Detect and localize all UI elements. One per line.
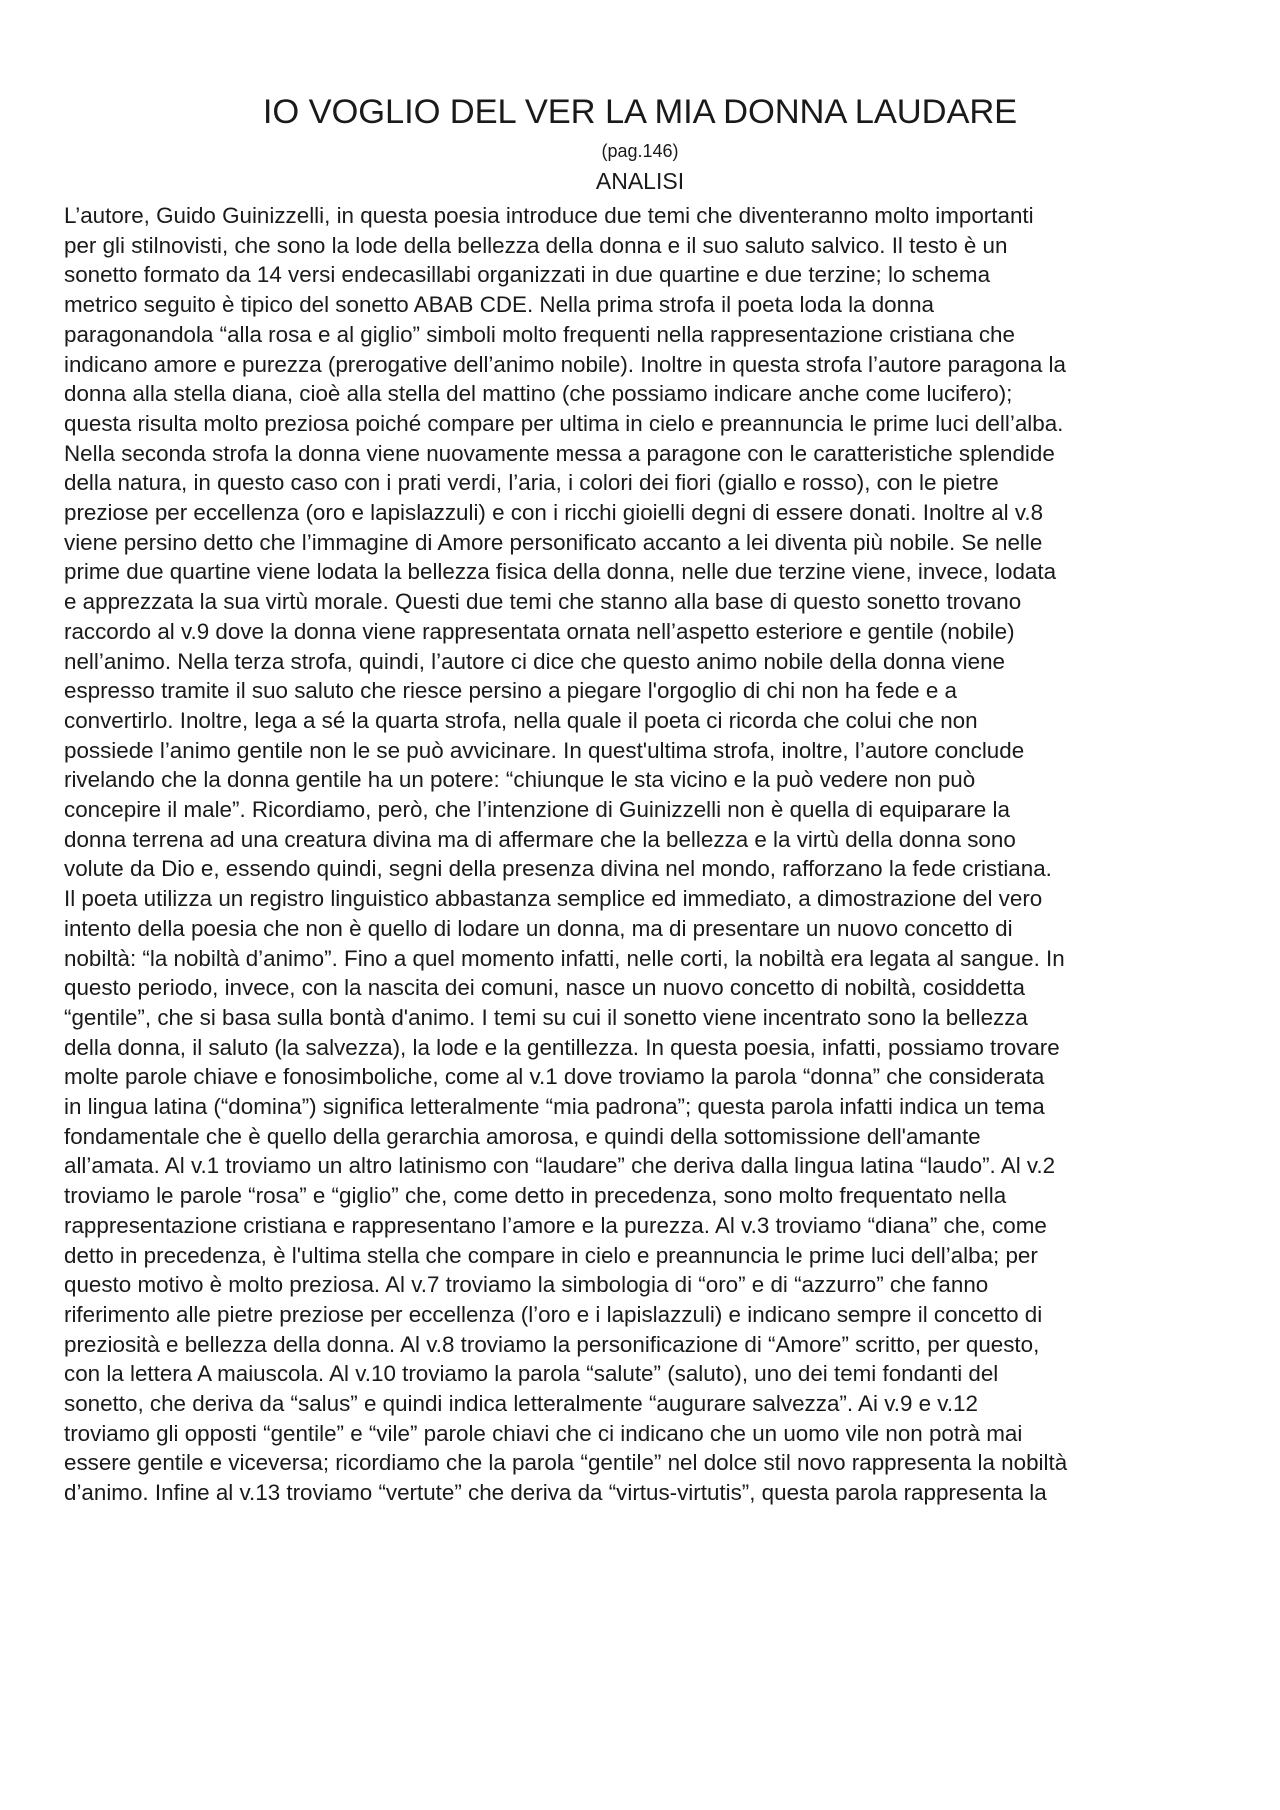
text-line: espresso tramite il suo saluto che riesce persino a piegare l'orgoglio di chi non ha fede e a bbox=[64, 678, 957, 704]
text-line: preziose per eccellenza (oro e lapislazzuli) e con i ricchi gioielli degni di essere donati. Inoltre al v.8 bbox=[64, 500, 1044, 525]
text-line: della natura, in questo caso con i prati verdi, l’aria, i colori dei fiori (giallo e rosso), con le pietre bbox=[64, 470, 999, 496]
text-line: nobiltà: “la nobiltà d’animo”. Fino a quel momento infatti, nelle corti, la nobiltà era legata al sangue. In bbox=[64, 945, 1065, 971]
text-line: all’amata. Al v.1 troviamo un altro latinismo con “laudare” che deriva dalla lingua latina “laudo”. Al v.2 bbox=[64, 1153, 1056, 1179]
text-line: e apprezzata la sua virtù morale. Questi due temi che stanno alla base di questo sonetto trovano bbox=[64, 589, 1022, 615]
text-line: possiede l’animo gentile non le se può avvicinare. In quest'ultima strofa, inoltre, l’autore conclude bbox=[64, 737, 1025, 763]
text-line: con la lettera A maiuscola. Al v.10 troviamo la parola “salute” (saluto), uno dei temi fondanti del bbox=[64, 1361, 999, 1387]
text-line: prime due quartine viene lodata la bellezza fisica della donna, nelle due terzine viene, invece, lodata bbox=[64, 559, 1057, 585]
text-line: donna alla stella diana, cioè alla stella del mattino (che possiamo indicare anche come lucifero); bbox=[64, 381, 1013, 407]
text-line: donna terrena ad una creatura divina ma di affermare che la bellezza e la virtù della donna sono bbox=[64, 826, 1016, 852]
text-line: sonetto, che deriva da “salus” e quindi indica letteralmente “augurare salvezza”. Ai v.9 e v.12 bbox=[64, 1391, 978, 1416]
text-line: volute da Dio e, essendo quindi, segni della presenza divina nel mondo, rafforzano la fede cristiana. bbox=[64, 856, 1052, 882]
text-line: molte parole chiave e fonosimboliche, come al v.1 dove troviamo la parola “donna” che considerata bbox=[64, 1064, 1045, 1090]
text-line: riferimento alle pietre preziose per eccellenza (l’oro e i lapislazzuli) e indicano sempre il concetto di bbox=[64, 1301, 1043, 1327]
text-line: rappresentazione cristiana e rappresentano l’amore e la purezza. Al v.3 troviamo “diana” che, come bbox=[64, 1212, 1047, 1238]
text-line: L’autore, Guido Guinizzelli, in questa poesia introduce due temi che diventeranno molto importanti bbox=[64, 203, 1034, 228]
text-line: Il poeta utilizza un registro linguistico abbastanza semplice ed immediato, a dimostrazione del vero bbox=[64, 886, 1043, 912]
text-line: questo motivo è molto preziosa. Al v.7 troviamo la simbologia di “oro” e di “azzurro” che fanno bbox=[64, 1272, 989, 1298]
text-line: questa risulta molto preziosa poiché compare per ultima in cielo e preannuncia le prime luci dell’alba. bbox=[64, 410, 1064, 436]
text-line: intento della poesia che non è quello di lodare un donna, ma di presentare un nuovo concetto di bbox=[64, 915, 1013, 941]
text-line: convertirlo. Inoltre, lega a sé la quarta strofa, nella quale il poeta ci ricorda che colui che non bbox=[64, 707, 978, 733]
text-line: rivelando che la donna gentile ha un potere: “chiunque le sta vicino e la può vedere non può bbox=[64, 767, 976, 793]
text-line: paragonandola “alla rosa e al giglio” simboli molto frequenti nella rappresentazione cristiana che bbox=[64, 321, 1015, 347]
section-heading: ANALISI bbox=[595, 168, 685, 194]
text-line: troviamo gli opposti “gentile” e “vile” parole chiavi che ci indicano che un uomo vile non potrà mai bbox=[64, 1420, 1023, 1446]
text-line: raccordo al v.9 dove la donna viene rappresentata ornata nell’aspetto esteriore e gentile (nobile) bbox=[64, 618, 1015, 644]
text-line: viene persino detto che l’immagine di Amore personificato accanto a lei diventa più nobile. Se nelle bbox=[64, 529, 1043, 555]
text-line: sonetto formato da 14 versi endecasillabi organizzati in due quartine e due terzine; lo schema bbox=[64, 262, 991, 288]
page-reference: (pag.146) bbox=[601, 141, 679, 161]
text-line: detto in precedenza, è l'ultima stella che compare in cielo e preannuncia le prime luci dell’alba; per bbox=[64, 1242, 1038, 1268]
text-line: essere gentile e viceversa; ricordiamo che la parola “gentile” nel dolce stil novo rappresenta la nobiltà bbox=[64, 1450, 1068, 1476]
text-line: questo periodo, invece, con la nascita dei comuni, nasce un nuovo concetto di nobiltà, cosiddetta bbox=[64, 975, 1025, 1001]
text-line: indicano amore e purezza (prerogative dell’animo nobile). Inoltre in questa strofa l’autore paragona la bbox=[64, 351, 1066, 377]
text-line: troviamo le parole “rosa” e “giglio” che, come detto in precedenza, sono molto frequentato nella bbox=[64, 1183, 1007, 1209]
text-line: d’animo. Infine al v.13 troviamo “vertute” che deriva da “virtus-virtutis”, questa parola rappresenta la bbox=[64, 1480, 1047, 1506]
text-line: metrico seguito è tipico del sonetto ABAB CDE. Nella prima strofa il poeta loda la donna bbox=[64, 292, 934, 318]
text-line: nell’animo. Nella terza strofa, quindi, l’autore ci dice che questo animo nobile della donna viene bbox=[64, 648, 1005, 674]
text-line: in lingua latina (“domina”) significa letteralmente “mia padrona”; questa parola infatti indica un tema bbox=[64, 1094, 1045, 1119]
text-line: per gli stilnovisti, che sono la lode della bellezza della donna e il suo saluto salvico. Il testo è un bbox=[64, 232, 1008, 258]
text-line: della donna, il saluto (la salvezza), la lode e la gentillezza. In questa poesia, infatti, possiamo trovare bbox=[64, 1034, 1060, 1060]
text-line: “gentile”, che si basa sulla bontà d'animo. I temi su cui il sonetto viene incentrato sono la bellezza bbox=[64, 1004, 1028, 1030]
text-line: Nella seconda strofa la donna viene nuovamente messa a paragone con le caratteristiche splendide bbox=[64, 440, 1055, 466]
document-title: IO VOGLIO DEL VER LA MIA DONNA LAUDARE bbox=[262, 93, 1018, 131]
text-line: fondamentale che è quello della gerarchia amorosa, e quindi della sottomissione dell'amante bbox=[64, 1123, 981, 1149]
text-line: concepire il male”. Ricordiamo, però, che l’intenzione di Guinizzelli non è quella di equiparare la bbox=[64, 797, 1010, 822]
text-line: preziosità e bellezza della donna. Al v.8 troviamo la personificazione di “Amore” scritto, per questo, bbox=[64, 1331, 1040, 1357]
